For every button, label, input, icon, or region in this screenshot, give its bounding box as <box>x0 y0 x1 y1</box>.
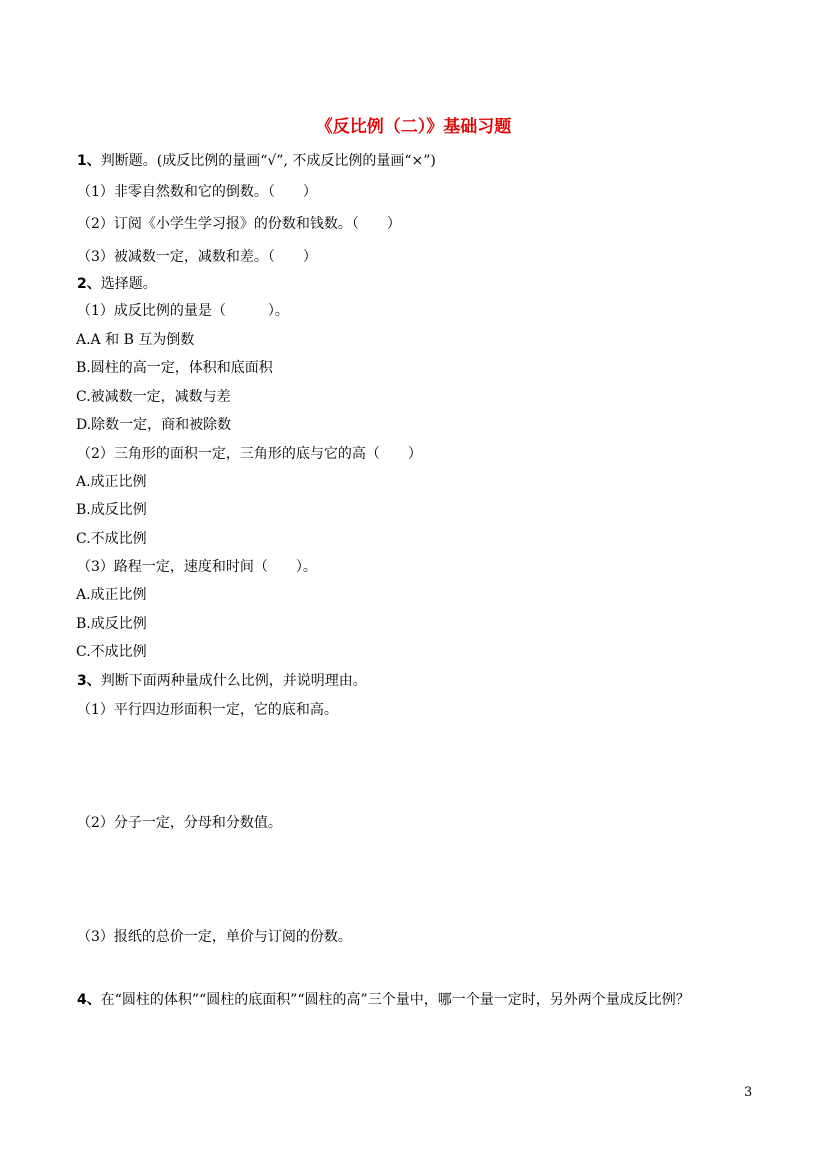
question-2-part-1-option-b: B.圆柱的高一定，体积和底面积 <box>76 360 273 376</box>
question-1-text: 判断题。(成反比例的量画“√”, 不成反比例的量画“×”) <box>100 153 436 169</box>
question-2-part-3-option-b: B.成反比例 <box>76 616 147 632</box>
question-1-number: 1、 <box>77 153 101 169</box>
question-1 <box>77 152 436 170</box>
question-4-text: 在“圆柱的体积”“圆柱的底面积”“圆柱的高”三个量中，哪一个量一定时，另外两个量成反比例？ <box>100 992 690 1008</box>
question-2-part-2-option-b: B.成反比例 <box>76 502 147 518</box>
question-2-part-3-stem: （3）路程一定，速度和时间（ ）。 <box>77 559 317 575</box>
question-1-item-2: （2）订阅《小学生学习报》的份数和钱数。（ ） <box>77 216 401 232</box>
question-3-item-2: （2）分子一定，分母和分数值。 <box>77 815 282 831</box>
document-title: 《反比例（二）》基础习题 <box>315 117 512 137</box>
question-3-item-1: （1）平行四边形面积一定，它的底和高。 <box>77 702 338 718</box>
question-3 <box>77 672 367 690</box>
question-1-item-1: （1）非零自然数和它的倒数。（ ） <box>77 184 317 200</box>
question-2-part-3-option-c: C.不成比例 <box>76 644 147 660</box>
question-2-part-1-option-a: A.A 和 B 互为倒数 <box>76 332 195 348</box>
question-4-number: 4、 <box>77 992 101 1008</box>
question-2-part-1-stem: （1）成反比例的量是（ ）。 <box>77 303 289 319</box>
question-2-text: 选择题。 <box>100 276 157 292</box>
question-2-part-3-option-a: A.成正比例 <box>76 587 147 603</box>
question-4 <box>77 991 690 1009</box>
question-2 <box>77 275 157 293</box>
question-1-item-3: （3）被减数一定，减数和差。（ ） <box>77 249 317 265</box>
question-2-part-1-option-c: C.被减数一定，减数与差 <box>76 389 231 405</box>
question-3-text: 判断下面两种量成什么比例，并说明理由。 <box>100 673 367 689</box>
page-number: 3 <box>744 1085 753 1100</box>
question-2-part-1-option-d: D.除数一定，商和被除数 <box>76 417 232 433</box>
question-3-number: 3、 <box>77 673 101 689</box>
question-3-item-3: （3）报纸的总价一定，单价与订阅的份数。 <box>77 929 352 945</box>
question-2-part-2-option-c: C.不成比例 <box>76 531 147 547</box>
question-2-part-2-option-a: A.成正比例 <box>76 474 147 490</box>
question-2-number: 2、 <box>77 276 101 292</box>
question-2-part-2-stem: （2）三角形的面积一定，三角形的底与它的高（ ） <box>77 446 422 462</box>
